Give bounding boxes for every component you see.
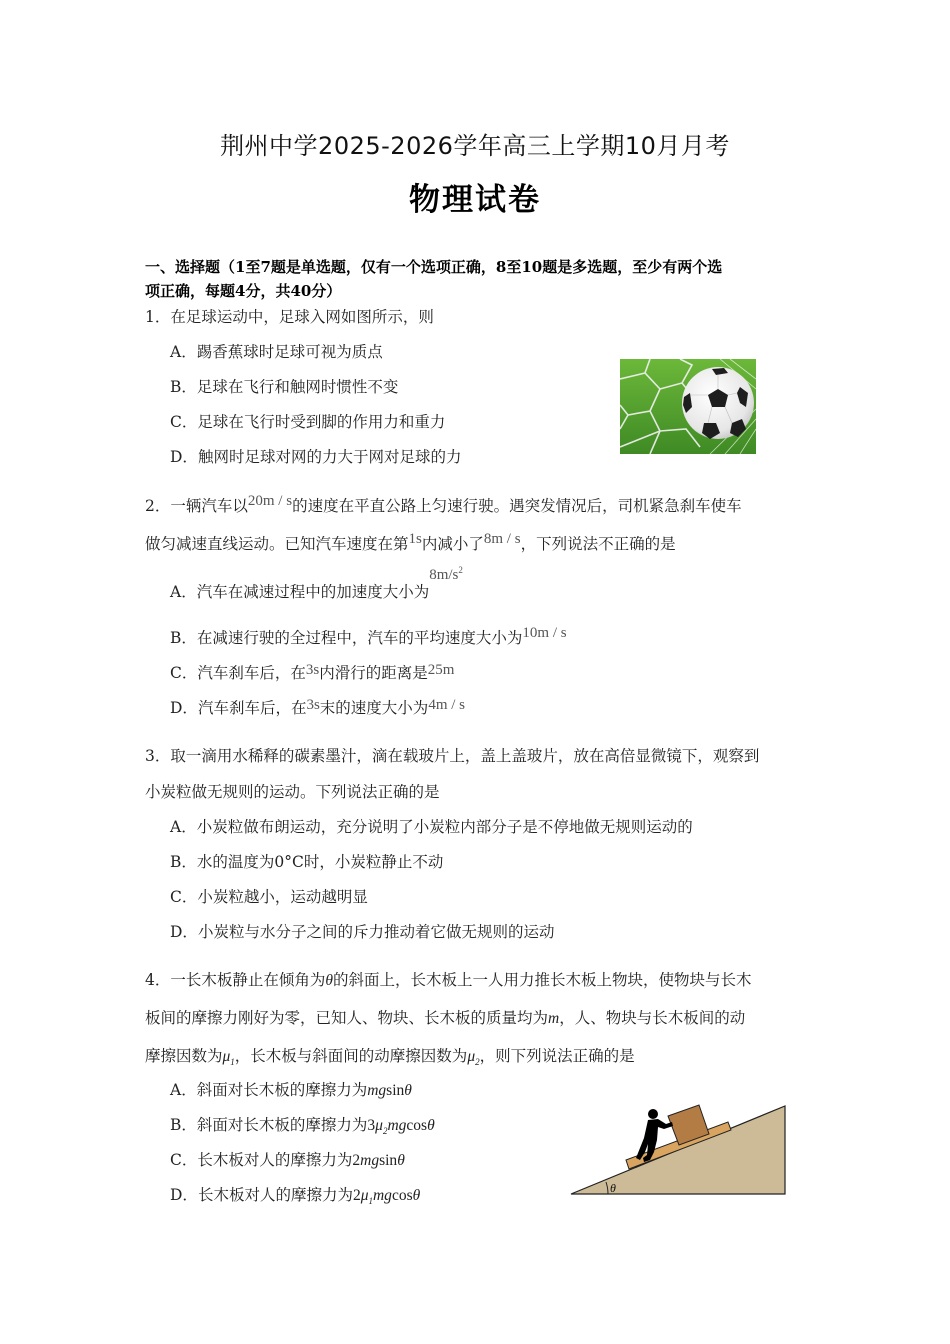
formula-coefficient: 2: [352, 1152, 361, 1169]
formula-trig: sin: [379, 1152, 398, 1169]
incline-diagram: [568, 1082, 790, 1198]
option-text: 小炭粒做布朗运动，充分说明了小炭粒内部分子是不停地做无规则运动的: [196, 818, 693, 836]
option-label: D．: [170, 448, 198, 466]
time-value: 3s: [305, 662, 320, 678]
stem-text: 的速度在平直公路上匀速行驶。遇突发情况后，司机紧急刹车使车: [292, 497, 742, 515]
option-label: D．: [170, 923, 198, 941]
formula-trig: sin: [386, 1082, 405, 1099]
option-label: B．: [170, 853, 197, 871]
option-label: A．: [170, 1081, 197, 1099]
option-text: 小炭粒与水分子之间的斥力推动着它做无规则的运动: [197, 923, 555, 941]
question-3-option-d: [170, 920, 554, 942]
speed-value: 10m / s: [522, 625, 567, 641]
mu-symbol: μ: [467, 1048, 476, 1065]
question-2-stem-line1: [145, 494, 742, 516]
question-4-stem-line3: [145, 1044, 635, 1067]
time-value: 3s: [306, 697, 320, 713]
mass-symbol: m: [548, 1010, 560, 1027]
question-4-stem-line1: [145, 968, 752, 990]
theta-symbol: θ: [404, 1082, 412, 1099]
subscript: 2: [382, 1126, 388, 1137]
option-text: 踢香蕉球时足球可视为质点: [196, 343, 383, 361]
formula-coefficient: 3: [367, 1117, 376, 1134]
option-label: C．: [170, 413, 198, 431]
option-text: 内滑行的距离是: [319, 664, 428, 682]
formula-coefficient: 2: [352, 1187, 361, 1204]
subscript: 1: [230, 1057, 235, 1068]
question-2-option-d: [170, 696, 465, 718]
stem-text: 板间的摩擦力刚好为零，已知人、物块、长木板的质量均为: [145, 1009, 549, 1027]
option-text: 足球在飞行时受到脚的作用力和重力: [197, 413, 446, 431]
option-text: 汽车刹车后，在: [197, 664, 306, 682]
subscript: 2: [475, 1057, 480, 1068]
question-3-option-c: [170, 885, 368, 907]
formula-mg: mg: [360, 1152, 380, 1169]
speed-value: 20m / s: [247, 493, 293, 509]
soccer-ball-icon: [620, 359, 756, 454]
option-label: B．: [170, 629, 197, 647]
option-text: 长木板对人的摩擦力为: [197, 1151, 353, 1169]
speed-value: 4m / s: [428, 697, 465, 713]
option-label: A．: [170, 583, 197, 601]
question-2-option-c: [170, 661, 454, 683]
section-heading-line1: 一、选择题（1至7题是单选题，仅有一个选项正确，8至10题是多选题，至少有两个选: [145, 258, 723, 276]
incline-person-pushing-block-icon: [568, 1082, 790, 1198]
option-text: 斜面对长木板的摩擦力为: [196, 1116, 368, 1134]
question-4-option-a: [170, 1078, 412, 1100]
mu-symbol: μ: [375, 1117, 383, 1134]
option-label: B．: [170, 378, 197, 396]
formula-mg: mg: [387, 1117, 407, 1134]
subscript: 1: [368, 1196, 373, 1207]
question-1-option-c: [170, 410, 445, 432]
stem-text: ，人、物块与长木板间的动: [559, 1009, 746, 1027]
section-heading-line2: 项正确，每题4分，共40分）: [145, 282, 342, 300]
formula-trig: cos: [391, 1187, 413, 1204]
question-1-option-b: [170, 375, 398, 397]
soccer-ball-net-image: [620, 359, 756, 454]
stem-text: 4．一长木板静止在倾角为: [145, 971, 326, 989]
stem-text: ，下列说法不正确的是: [520, 535, 676, 553]
question-1-option-d: [170, 445, 461, 467]
question-3-stem-line2: 小炭粒做无规则的运动。下列说法正确的是: [145, 783, 440, 801]
theta-symbol: θ: [325, 972, 333, 989]
option-text: 小炭粒越小，运动越明显: [197, 888, 368, 906]
question-1-option-a: [170, 340, 383, 362]
question-4-option-b: [170, 1113, 435, 1136]
question-3-stem-line1: 3．取一滴用水稀释的碳素墨汁，滴在载玻片上，盖上盖玻片，放在高倍显微镜下，观察到: [145, 747, 760, 765]
stem-text: 的斜面上，长木板上一人用力推长木板上物块，使物块与长木: [333, 971, 752, 989]
option-text: 长木板对人的摩擦力为: [197, 1186, 353, 1204]
question-1-stem: 1．在足球运动中，足球入网如图所示，则: [145, 308, 434, 326]
formula-mg: mg: [367, 1082, 387, 1099]
stem-text: ，长木板与斜面间的动摩擦因数为: [234, 1047, 468, 1065]
question-4-option-c: [170, 1148, 405, 1170]
option-text: 汽车在减速过程中的加速度大小为: [196, 583, 430, 601]
stem-text: ，则下列说法正确的是: [479, 1047, 635, 1065]
question-2-stem-line2: [145, 532, 676, 554]
option-label: C．: [170, 1151, 198, 1169]
option-label: A．: [170, 343, 197, 361]
option-text: 在减速行驶的全过程中，汽车的平均速度大小为: [196, 629, 523, 647]
mu-symbol: μ: [222, 1048, 231, 1065]
theta-symbol: θ: [397, 1152, 405, 1169]
stem-text: 摩擦因数为: [145, 1047, 223, 1065]
question-2-option-b: [170, 626, 567, 648]
option-label: C．: [170, 664, 198, 682]
distance-value: 25m: [427, 662, 455, 678]
theta-symbol: θ: [412, 1187, 421, 1204]
question-3-option-a: [170, 815, 693, 837]
option-text: 末的速度大小为: [319, 699, 429, 717]
option-label: C．: [170, 888, 198, 906]
angle-label: θ: [610, 1181, 616, 1195]
stem-text: 2．一辆汽车以: [145, 497, 248, 515]
acceleration-value: [429, 567, 463, 583]
question-4-option-d: [170, 1183, 420, 1206]
exponent: 2: [458, 565, 463, 575]
option-label: D．: [170, 1186, 198, 1204]
value-text: 8m/s: [429, 567, 459, 583]
option-label: D．: [170, 699, 198, 717]
option-text: 斜面对长木板的摩擦力为: [196, 1081, 368, 1099]
time-value: 1s: [408, 531, 422, 547]
option-text: 足球在飞行和触网时惯性不变: [196, 378, 399, 396]
formula-trig: cos: [406, 1117, 428, 1134]
exam-title: 荆州中学2025-2026学年高三上学期10月月考: [220, 132, 730, 160]
theta-symbol: θ: [427, 1117, 435, 1134]
formula-mg: mg: [372, 1187, 392, 1204]
question-4-stem-line2: [145, 1006, 745, 1028]
speed-value: 8m / s: [483, 531, 521, 547]
mu-symbol: μ: [360, 1187, 369, 1204]
question-3-option-b: [170, 850, 443, 872]
option-label: A．: [170, 818, 197, 836]
option-text: 触网时足球对网的力大于网对足球的力: [197, 448, 462, 466]
option-text: 汽车刹车后，在: [197, 699, 307, 717]
stem-text: 做匀减速直线运动。已知汽车速度在第: [145, 535, 409, 553]
option-text: 水的温度为0°C时，小炭粒静止不动: [196, 853, 444, 871]
question-2-option-a: [170, 565, 463, 602]
stem-text: 内减小了: [421, 535, 484, 553]
exam-subject-title: 物理试卷: [409, 182, 541, 218]
option-label: B．: [170, 1116, 197, 1134]
